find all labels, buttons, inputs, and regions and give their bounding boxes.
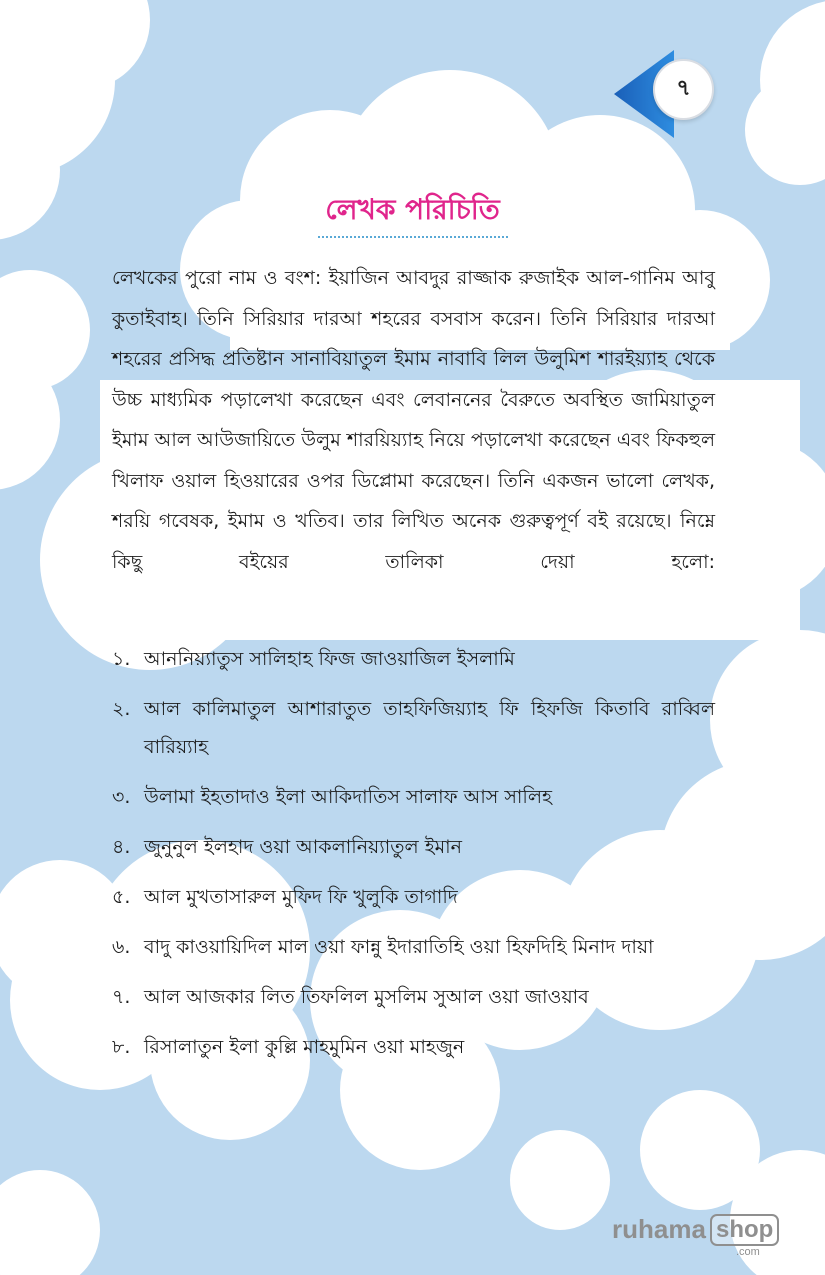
- list-item-number: ২.: [112, 698, 131, 720]
- page-number-marker: [612, 48, 712, 140]
- list-item: [112, 778, 715, 816]
- list-item: [112, 690, 715, 766]
- list-item-number: ৪.: [112, 836, 131, 858]
- list-item-number: ৬.: [112, 936, 131, 958]
- ruhamashop-watermark-logo: [612, 1212, 782, 1262]
- logo-text-com: .com: [736, 1246, 760, 1258]
- list-item: [112, 928, 715, 966]
- author-intro-paragraph: লেখকের পুরো নাম ও বংশ: ইয়াজিন আবদুর রাজ্জাক রুজাইক আল-গানিম আবু কুতাইবাহ। তিনি সিরিয়ার দারআ শহরের বসবাস করেন। তিনি সিরিয়ার দারআ শহরের প্রসিদ্ধ প্রতিষ্টান সানাবিয়াতুল ইমাম নাবাবি লিল উলুমিশ শারইয়্যাহ থেকে উচ্চ মাধ্যমিক পড়ালেখা করেছেন এবং লেবাননের বৈরুতে অবস্থিত জামিয়াতুল ইমাম আল আউজায়িতে উলুম শারয়িয়্যাহ নিয়ে পড়ালেখা করেছেন এবং ফিকহুল খিলাফ ওয়াল হিওয়ারের ওপর ডিপ্লোমা করেছেন। তিনি একজন ভালো লেখক, শরয়ি গবেষক, ইমাম ও খতিব। তার লিখিত অনেক গুরুত্বপূর্ণ বই রয়েছে। নিম্নে কিছু বইয়ের তালিকা দেয়া হলো:: [112, 267, 715, 573]
- list-item-title: আননিয়্যাতুস সালিহাহ ফিজ জাওয়াজিল ইসলামি: [144, 648, 515, 670]
- list-item-title: বাদু কাওয়ায়িদিল মাল ওয়া ফান্নু ইদারাতিহি ওয়া হিফদিহি মিনাদ দায়া: [144, 936, 654, 958]
- list-item-number: ৫.: [112, 886, 131, 908]
- list-item-title: উলামা ইহতাদাও ইলা আকিদাতিস সালাফ আস সালিহ: [144, 786, 553, 808]
- list-item-number: ৩.: [112, 786, 131, 808]
- list-item-title: আল কালিমাতুল আশারাতুত তাহফিজিয়্যাহ ফি হিফজি কিতাবি রাব্বিল বারিয়্যাহ: [144, 698, 715, 758]
- list-item-title: জুনুনুল ইলহাদ ওয়া আকলানিয়্যাতুল ইমান: [144, 836, 463, 858]
- list-item-title: রিসালাতুন ইলা কুল্লি মাহমুমিন ওয়া মাহজুন: [144, 1036, 465, 1058]
- book-list: [112, 640, 715, 1078]
- list-item-number: ৮.: [112, 1036, 131, 1058]
- list-item: [112, 1028, 715, 1066]
- logo-text-shop: shop: [710, 1214, 779, 1246]
- list-item: [112, 878, 715, 916]
- page-title: লেখক পরিচিতি: [325, 193, 500, 226]
- list-item: [112, 640, 715, 678]
- logo-text-ruhama: ruhama: [612, 1214, 706, 1244]
- list-item-title: আল আজকার লিত তিফলিল মুসলিম সুআল ওয়া জাওয়াব: [144, 986, 589, 1008]
- list-item-title: আল মুখতাসারুল মুফিদ ফি খুলুকি তাগাদি: [144, 886, 458, 908]
- list-item: [112, 978, 715, 1016]
- list-item: [112, 828, 715, 866]
- list-item-number: ৭.: [112, 986, 131, 1008]
- page-number: ৭: [653, 59, 714, 120]
- title-underline: [318, 236, 508, 238]
- list-item-number: ১.: [112, 648, 131, 670]
